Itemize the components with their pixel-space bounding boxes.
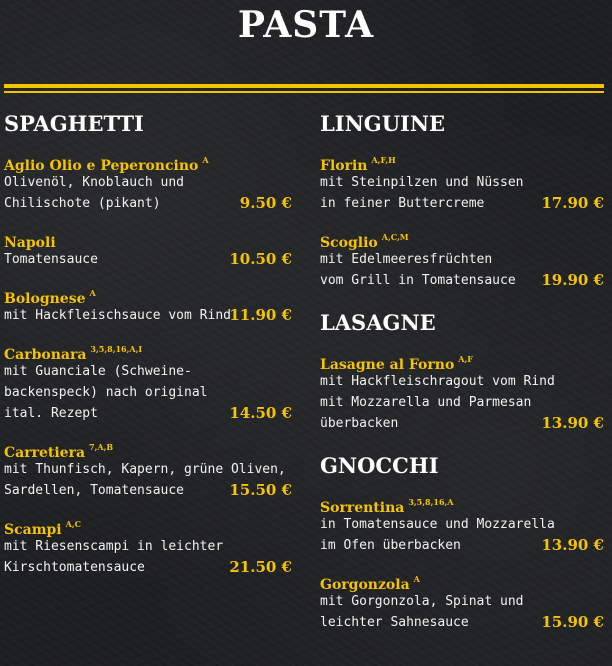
- dish-name: Scoglio: [320, 235, 378, 251]
- dish-name: Aglio Olio e Peperoncino: [4, 158, 199, 174]
- dish-description: mit Riesenscampi in leichter: [4, 539, 224, 554]
- dish-name: Lasagne al Forno: [320, 357, 455, 373]
- dish-price: 13.90 €: [541, 536, 604, 554]
- section-title-gnocchi: GNOCCHI: [320, 453, 439, 478]
- dish-description: mit Hackfleischsauce vom Rind: [4, 308, 231, 323]
- dish-description: ital. Rezept: [4, 406, 98, 421]
- dish-price: 15.50 €: [229, 481, 292, 499]
- dish-description: mit Hackfleischragout vom Rind: [320, 374, 555, 389]
- left-column: [4, 108, 294, 589]
- dish-gorgonzola: [320, 567, 606, 633]
- allergen-codes: 3,5,8,16,A: [408, 497, 454, 507]
- section-gnocchi: [320, 450, 606, 633]
- dish-carbonara: [4, 337, 294, 424]
- allergen-codes: A,F: [458, 354, 473, 364]
- dish-florin: [320, 148, 606, 214]
- dish-description: in Tomatensauce und Mozzarella: [320, 517, 555, 532]
- dish-description: mit Edelmeeresfrüchten: [320, 252, 493, 267]
- dish-description: backenspeck) nach original: [4, 385, 208, 400]
- dish-description: überbacken: [320, 416, 399, 431]
- dish-name: Napoli: [4, 235, 56, 251]
- dish-description: mit Thunfisch, Kapern, grüne Oliven,: [4, 462, 286, 477]
- dish-name: Florin: [320, 158, 368, 174]
- allergen-codes: A: [202, 155, 209, 165]
- dish-price: 17.90 €: [541, 194, 604, 212]
- section-title-linguine: LINGUINE: [320, 111, 446, 136]
- section-linguine: [320, 108, 606, 291]
- allergen-codes: 3,5,8,16,A,I: [90, 344, 143, 354]
- dish-description: im Ofen überbacken: [320, 538, 461, 553]
- dish-description: leichter Sahnesauce: [320, 615, 469, 630]
- section-lasagne: [320, 307, 606, 434]
- dish-price: 19.90 €: [541, 271, 604, 289]
- dish-bolognese: [4, 281, 294, 326]
- dish-description: mit Guanciale (Schweine-: [4, 364, 192, 379]
- allergen-codes: A,C: [65, 519, 81, 529]
- allergen-codes: 7,A,B: [89, 442, 114, 452]
- dish-description: mit Gorgonzola, Spinat und: [320, 594, 524, 609]
- dish-name: Sorrentina: [320, 500, 405, 516]
- dish-price: 10.50 €: [229, 250, 292, 268]
- dish-price: 15.90 €: [541, 613, 604, 631]
- dish-description: Kirschtomatensauce: [4, 560, 145, 575]
- dish-sorrentina: [320, 490, 606, 556]
- dish-napoli: [4, 225, 294, 270]
- page-title: PASTA: [237, 4, 375, 46]
- dish-name: Scampi: [4, 522, 62, 538]
- dish-description: mit Steinpilzen und Nüssen: [320, 175, 524, 190]
- dish-lasagne-al-forno: [320, 347, 606, 434]
- dish-description: Tomatensauce: [4, 252, 98, 267]
- section-title-spaghetti: SPAGHETTI: [4, 111, 144, 136]
- allergen-codes: A: [413, 574, 420, 584]
- dish-description: Sardellen, Tomatensauce: [4, 483, 185, 498]
- dish-name: Carretiera: [4, 445, 86, 461]
- dish-description: Chilischote (pikant): [4, 196, 161, 211]
- dish-description: mit Mozzarella und Parmesan: [320, 395, 532, 410]
- dish-price: 14.50 €: [229, 404, 292, 422]
- dish-price: 13.90 €: [541, 414, 604, 432]
- allergen-codes: A,C,M: [381, 232, 409, 242]
- section-spaghetti: [4, 108, 294, 578]
- divider-thin: [4, 91, 604, 93]
- dish-description: in feiner Buttercreme: [320, 196, 485, 211]
- dish-aglio-olio: [4, 148, 294, 214]
- dish-description: vom Grill in Tomatensauce: [320, 273, 516, 288]
- dish-name: Gorgonzola: [320, 577, 410, 593]
- dish-name: Bolognese: [4, 291, 86, 307]
- allergen-codes: A,F,H: [371, 155, 396, 165]
- dish-price: 11.90 €: [229, 306, 292, 324]
- right-column: [320, 108, 606, 644]
- dish-carretiera: [4, 435, 294, 501]
- section-title-lasagne: LASAGNE: [320, 310, 436, 335]
- dish-price: 9.50 €: [239, 194, 292, 212]
- allergen-codes: A: [89, 288, 96, 298]
- dish-description: Olivenöl, Knoblauch und: [4, 175, 185, 190]
- dish-price: 21.50 €: [229, 558, 292, 576]
- dish-name: Carbonara: [4, 347, 87, 363]
- dish-scampi: [4, 512, 294, 578]
- dish-scoglio: [320, 225, 606, 291]
- divider-thick: [4, 84, 604, 88]
